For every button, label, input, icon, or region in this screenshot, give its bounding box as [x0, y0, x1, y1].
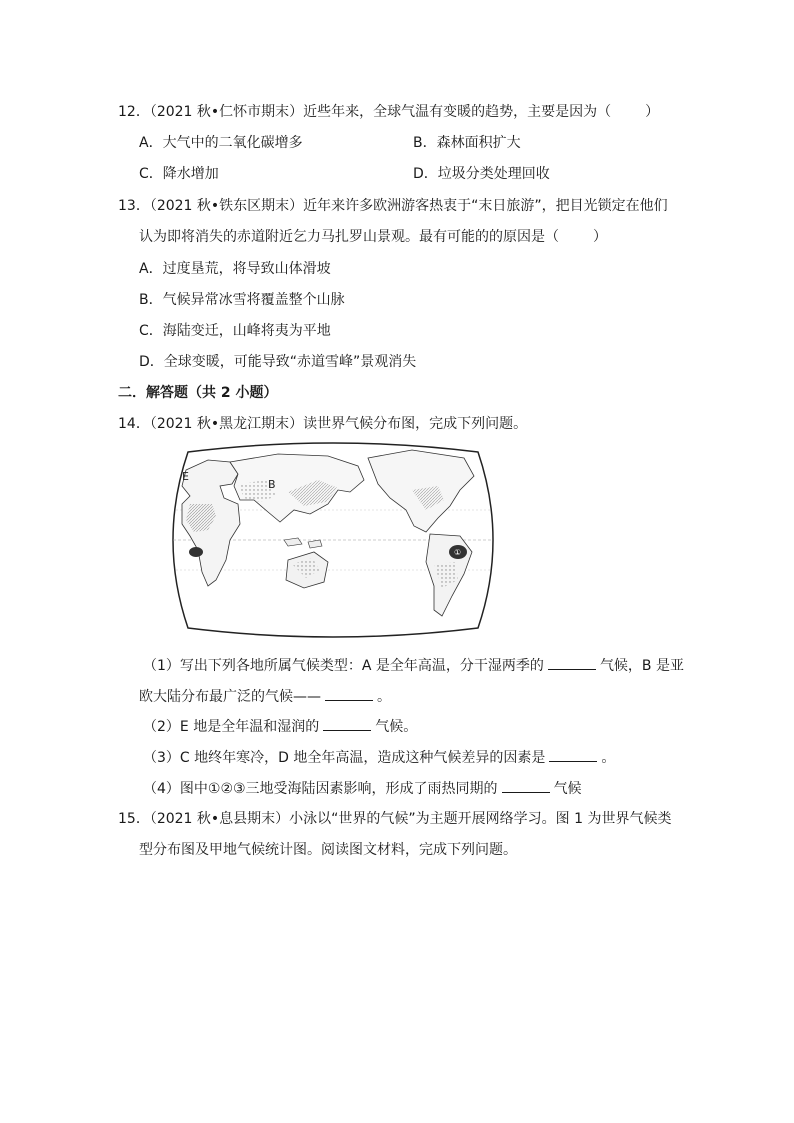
- paren-close: ）: [645, 104, 660, 120]
- q14-part1-text-a: （1）写出下列各地所属气候类型：A 是全年高温，分干湿两季的: [143, 658, 544, 674]
- answer-blank: [548, 655, 596, 670]
- q14-part1-text-b: 气候，B 是亚: [599, 658, 684, 674]
- q14-part2: [143, 716, 417, 737]
- q13-option-b: B．气候异常冰雪将覆盖整个山脉: [139, 292, 345, 308]
- q12-option-a: A．大气中的二氧化碳增多: [139, 135, 303, 151]
- q14-part3-text-b: 。: [601, 750, 616, 766]
- question-13-stem-line2: [139, 227, 607, 247]
- climate-region-a-africa: [189, 547, 203, 557]
- map-label-e: E: [182, 470, 189, 483]
- q12-option-c: C．降水增加: [139, 166, 219, 182]
- world-climate-map: [168, 440, 498, 640]
- q14-part1-text-d: 。: [377, 689, 391, 705]
- question-15-stem-line1: 15．（2021 秋•息县期末）小泳以“世界的气候”为主题开展网络学习。图 1 为世界气候类: [118, 811, 672, 827]
- question-13-text: 认为即将消失的赤道附近乞力马扎罗山景观。最有可能的的原因是（: [139, 229, 559, 245]
- q14-part3: [143, 747, 615, 768]
- answer-blank: [549, 747, 597, 762]
- section-title: 二．解答题（共 2 小题）: [118, 385, 278, 401]
- q14-part2-text-b: 气候。: [375, 719, 418, 735]
- q14-part4: [143, 778, 582, 799]
- q14-part4-text-b: 气候: [553, 781, 582, 797]
- question-12-text: 12．（2021 秋•仁怀市期末）近些年来，全球气温有变暖的趋势，主要是因为（: [118, 104, 612, 120]
- q12-option-d: D．垃圾分类处理回收: [413, 166, 550, 182]
- q13-option-d: D．全球变暖，可能导致“赤道雪峰”景观消失: [139, 354, 417, 370]
- answer-blank: [325, 686, 373, 701]
- q14-part4-text-a: （4）图中①②③三地受海陆因素影响，形成了雨热同期的: [143, 781, 498, 797]
- q14-part2-text-a: （2）E 地是全年温和湿润的: [143, 719, 320, 735]
- map-label-circled-1: ①: [454, 548, 462, 557]
- paren-close: ）: [593, 229, 607, 245]
- q13-option-c: C．海陆变迁，山峰将夷为平地: [139, 323, 331, 339]
- q13-option-a: A．过度垦荒，将导致山体滑坡: [139, 261, 331, 277]
- map-label-b: B: [268, 478, 276, 491]
- question-12-stem: [118, 102, 659, 122]
- world-map-figure: [168, 440, 498, 640]
- q14-part1-line2: [139, 686, 391, 707]
- q14-part1-line1: [143, 655, 684, 676]
- answer-blank: [502, 778, 550, 793]
- question-15-stem-line2: 型分布图及甲地气候统计图。阅读图文材料，完成下列问题。: [139, 842, 517, 858]
- answer-blank: [323, 716, 371, 731]
- q14-part3-text-a: （3）C 地终年寒冷，D 地全年高温，造成这种气候差异的因素是: [143, 750, 546, 766]
- q12-option-b: B．森林面积扩大: [413, 135, 521, 151]
- question-13-stem-line1: 13．（2021 秋•铁东区期末）近年来许多欧洲游客热衷于“末日旅游”，把目光锁定在他们: [118, 198, 668, 214]
- question-14-stem: 14．（2021 秋•黑龙江期末）读世界气候分布图，完成下列问题。: [118, 416, 528, 432]
- q14-part1-text-c: 欧大陆分布最广泛的气候——: [139, 689, 321, 705]
